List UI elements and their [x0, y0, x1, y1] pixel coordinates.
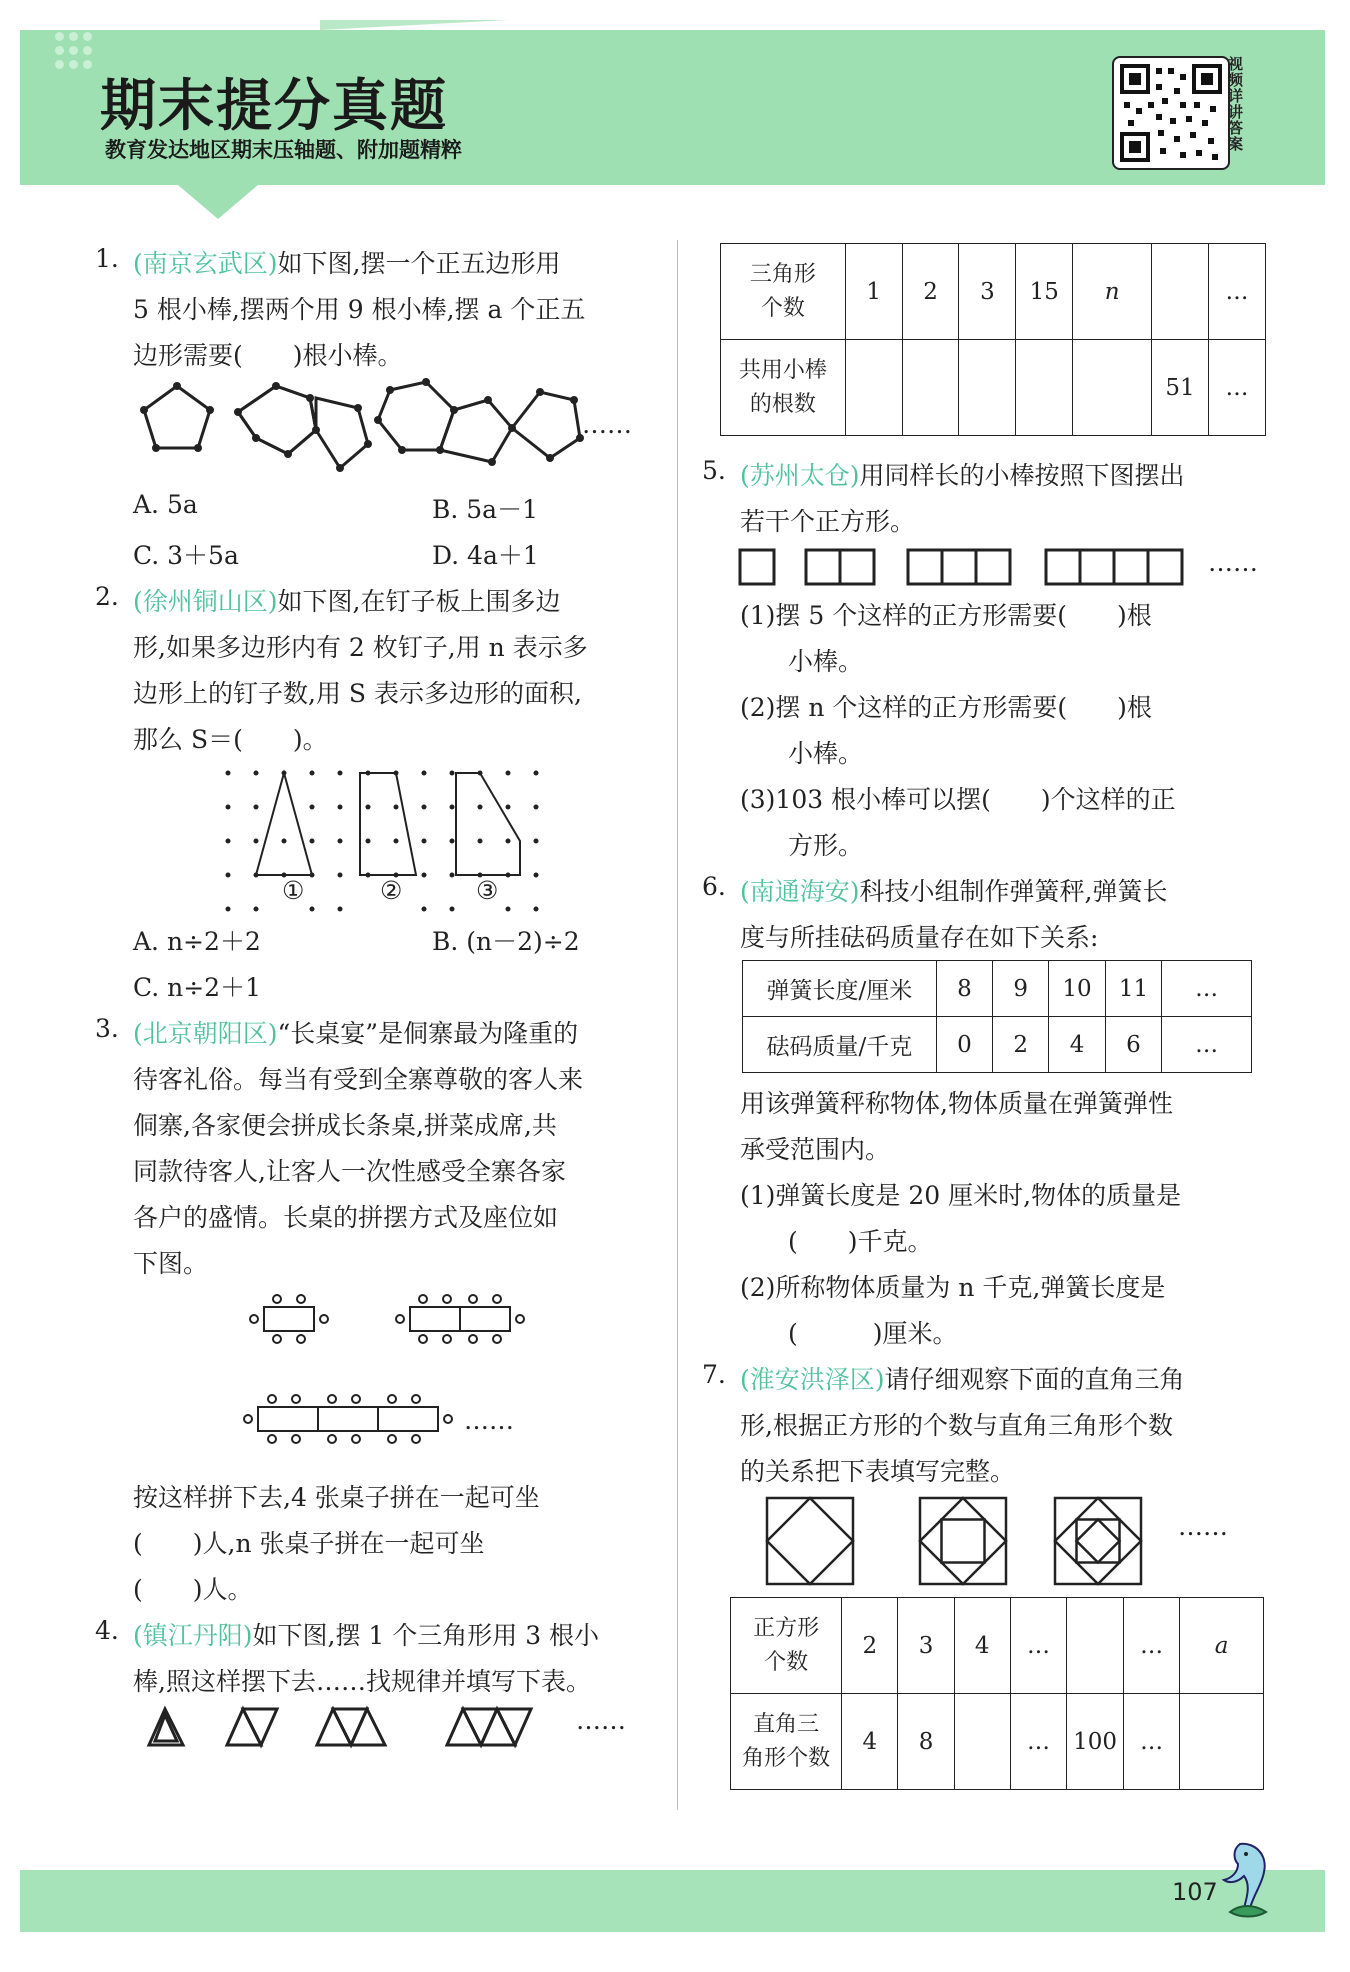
question-text-line: 用同样长的小棒按照下图摆出	[859, 461, 1185, 490]
question-text-line: 形,根据正方形的个数与直角三角形个数	[740, 1411, 1173, 1440]
question-source: (淮安洪泽区)	[740, 1365, 885, 1394]
table-cell: 100	[1067, 1694, 1124, 1790]
question-part: 小棒。	[788, 739, 864, 768]
table-cell: 4	[954, 1598, 1010, 1694]
table-cell[interactable]	[845, 340, 902, 436]
table-cell: 2	[993, 1017, 1049, 1073]
question-part: (1)摆 5 个这样的正方形需要( )根	[740, 601, 1152, 630]
table-cell: 1	[845, 244, 902, 340]
figure-ellipsis: ……	[1208, 548, 1258, 577]
table-cell: a	[1180, 1598, 1264, 1694]
table-cell: 砝码质量/千克	[743, 1017, 937, 1073]
question-number: 1.	[95, 244, 119, 273]
question-text-line: 如下图,摆 1 个三角形用 3 根小	[252, 1621, 600, 1650]
figure-label: ①	[282, 876, 305, 905]
option-b[interactable]: B. (n－2)÷2	[432, 927, 580, 956]
option-a[interactable]: A. 5a	[133, 490, 198, 519]
question-text-line: 用该弹簧秤称物体,物体质量在弹簧弹性	[740, 1089, 1173, 1118]
question-source: (徐州铜山区)	[133, 587, 278, 616]
figure-ellipsis: ……	[464, 1406, 514, 1435]
question-text-line: 请仔细观察下面的直角三角	[884, 1365, 1185, 1394]
header-dots-decoration	[55, 22, 95, 82]
table-cell[interactable]	[1067, 1598, 1124, 1694]
table-cell: 11	[1105, 961, 1161, 1017]
table-cell: 10	[1049, 961, 1105, 1017]
question-part: (3)103 根小棒可以摆( )个这样的正	[740, 785, 1176, 814]
option-b[interactable]: B. 5a－1	[432, 495, 538, 524]
question-text-line: “长桌宴”是侗寨最为隆重的	[277, 1019, 579, 1048]
table-cell: 4	[1049, 1017, 1105, 1073]
question-text-line: 的关系把下表填写完整。	[740, 1457, 1016, 1486]
table-cell: …	[1123, 1598, 1179, 1694]
column-divider	[677, 240, 678, 1810]
figure-ellipsis: ……	[576, 1706, 626, 1735]
table-cell: …	[1162, 961, 1252, 1017]
table-cell[interactable]	[1152, 244, 1209, 340]
table-cell: 4	[842, 1694, 898, 1790]
table-cell: 共用小棒 的根数	[721, 340, 846, 436]
triangle-sticks-figure	[145, 1705, 605, 1755]
option-d[interactable]: D. 4a＋1	[432, 541, 539, 570]
question-text-line: 科技小组制作弹簧秤,弹簧长	[859, 877, 1168, 906]
triangle-sticks-table	[720, 243, 1266, 436]
page-subtitle: 教育发达地区期末压轴题、附加题精粹	[105, 138, 462, 162]
table-cell[interactable]	[902, 340, 959, 436]
table-cell: 2	[842, 1598, 898, 1694]
table-cell: 直角三 角形个数	[731, 1694, 842, 1790]
question-number: 7.	[702, 1360, 726, 1389]
page-number: 107	[1172, 1878, 1218, 1906]
question-text-line: 度与所挂砝码质量存在如下关系:	[740, 923, 1099, 952]
question-text-line: 那么 S＝( )。	[133, 725, 328, 754]
option-c[interactable]: C. n÷2＋1	[133, 973, 261, 1002]
question-text-line: ( )人。	[133, 1575, 253, 1604]
question-text-line: 边形需要( )根小棒。	[133, 341, 403, 370]
question-part: 方形。	[788, 831, 864, 860]
footer-band	[20, 1870, 1325, 1932]
question-text-line: 形,如果多边形内有 2 枚钉子,用 n 表示多	[133, 633, 588, 662]
question-number: 6.	[702, 872, 726, 901]
question-number: 5.	[702, 456, 726, 485]
table-cell: …	[1209, 244, 1266, 340]
question-text-line: 按这样拼下去,4 张桌子拼在一起可坐	[133, 1483, 540, 1512]
question-text-line: 下图。	[133, 1249, 209, 1278]
table-cell: …	[1010, 1598, 1066, 1694]
table-cell: n	[1073, 244, 1152, 340]
table-cell[interactable]	[1180, 1694, 1264, 1790]
table-cell[interactable]	[1016, 340, 1073, 436]
header-pointer	[178, 185, 258, 219]
question-text-line: 边形上的钉子数,用 S 表示多边形的面积,	[133, 679, 582, 708]
question-text-line: 若干个正方形。	[740, 507, 916, 536]
question-source: (南京玄武区)	[133, 249, 278, 278]
table-cell: 3	[898, 1598, 954, 1694]
table-cell: …	[1209, 340, 1266, 436]
table-cell: 0	[936, 1017, 992, 1073]
question-source: (苏州太仓)	[740, 461, 860, 490]
table-cell[interactable]	[959, 340, 1016, 436]
table-cell: …	[1123, 1694, 1179, 1790]
spring-table	[742, 960, 1252, 1073]
question-part: (2)摆 n 个这样的正方形需要( )根	[740, 693, 1152, 722]
page-title: 期末提分真题	[100, 74, 448, 139]
table-cell: …	[1010, 1694, 1066, 1790]
question-text-line: 如下图,摆一个正五边形用	[277, 249, 561, 278]
table-cell: 8	[936, 961, 992, 1017]
figure-label: ②	[380, 876, 403, 905]
question-number: 3.	[95, 1014, 119, 1043]
nested-squares-figure	[765, 1496, 1145, 1586]
question-part: ( )千克。	[788, 1227, 933, 1256]
qr-label: 视频详讲答案	[1228, 55, 1244, 153]
table-cell: 弹簧长度/厘米	[743, 961, 937, 1017]
table-cell: 51	[1152, 340, 1209, 436]
table-cell: 9	[993, 961, 1049, 1017]
question-number: 4.	[95, 1616, 119, 1645]
question-part: 小棒。	[788, 647, 864, 676]
table-cell: 15	[1016, 244, 1073, 340]
question-text-line: ( )人,n 张桌子拼在一起可坐	[133, 1529, 485, 1558]
figure-ellipsis: ……	[582, 410, 632, 439]
question-source: (镇江丹阳)	[133, 1621, 253, 1650]
table-cell[interactable]	[954, 1694, 1010, 1790]
figure-ellipsis: ……	[1178, 1512, 1228, 1541]
table-cell: 三角形 个数	[721, 244, 846, 340]
table-cell: 8	[898, 1694, 954, 1790]
figure-label: ③	[476, 876, 499, 905]
question-part: (2)所称物体质量为 n 千克,弹簧长度是	[740, 1273, 1166, 1302]
dolphin-icon	[1210, 1838, 1280, 1928]
question-source: (南通海安)	[740, 877, 860, 906]
header-accent	[320, 20, 510, 30]
table-cell[interactable]	[1073, 340, 1152, 436]
question-part: (1)弹簧长度是 20 厘米时,物体的质量是	[740, 1181, 1182, 1210]
question-text-line: 如下图,在钉子板上围多边	[277, 587, 561, 616]
question-text-line: 棒,照这样摆下去……找规律并填写下表。	[133, 1667, 591, 1696]
question-text-line: 承受范围内。	[740, 1135, 891, 1164]
question-number: 2.	[95, 582, 119, 611]
question-text-line: 各户的盛情。长桌的拼摆方式及座位如	[133, 1203, 559, 1232]
table-cell: …	[1162, 1017, 1252, 1073]
question-part: ( )厘米。	[788, 1319, 958, 1348]
table-cell: 正方形 个数	[731, 1598, 842, 1694]
table-cell: 6	[1105, 1017, 1161, 1073]
squares-figure	[738, 548, 1198, 588]
question-text-line: 侗寨,各家便会拼成长条桌,拼菜成席,共	[133, 1111, 557, 1140]
qr-code-icon[interactable]	[1112, 56, 1230, 170]
right-triangle-table	[730, 1597, 1264, 1790]
question-text-line: 同款待客人,让客人一次性感受全寨各家	[133, 1157, 566, 1186]
option-a[interactable]: A. n÷2＋2	[133, 927, 261, 956]
question-text-line: 5 根小棒,摆两个用 9 根小棒,摆 a 个正五	[133, 295, 586, 324]
question-source: (北京朝阳区)	[133, 1019, 278, 1048]
table-cell: 3	[959, 244, 1016, 340]
table-cell: 2	[902, 244, 959, 340]
question-text-line: 待客礼俗。每当有受到全寨尊敬的客人来	[133, 1065, 584, 1094]
option-c[interactable]: C. 3＋5a	[133, 541, 239, 570]
